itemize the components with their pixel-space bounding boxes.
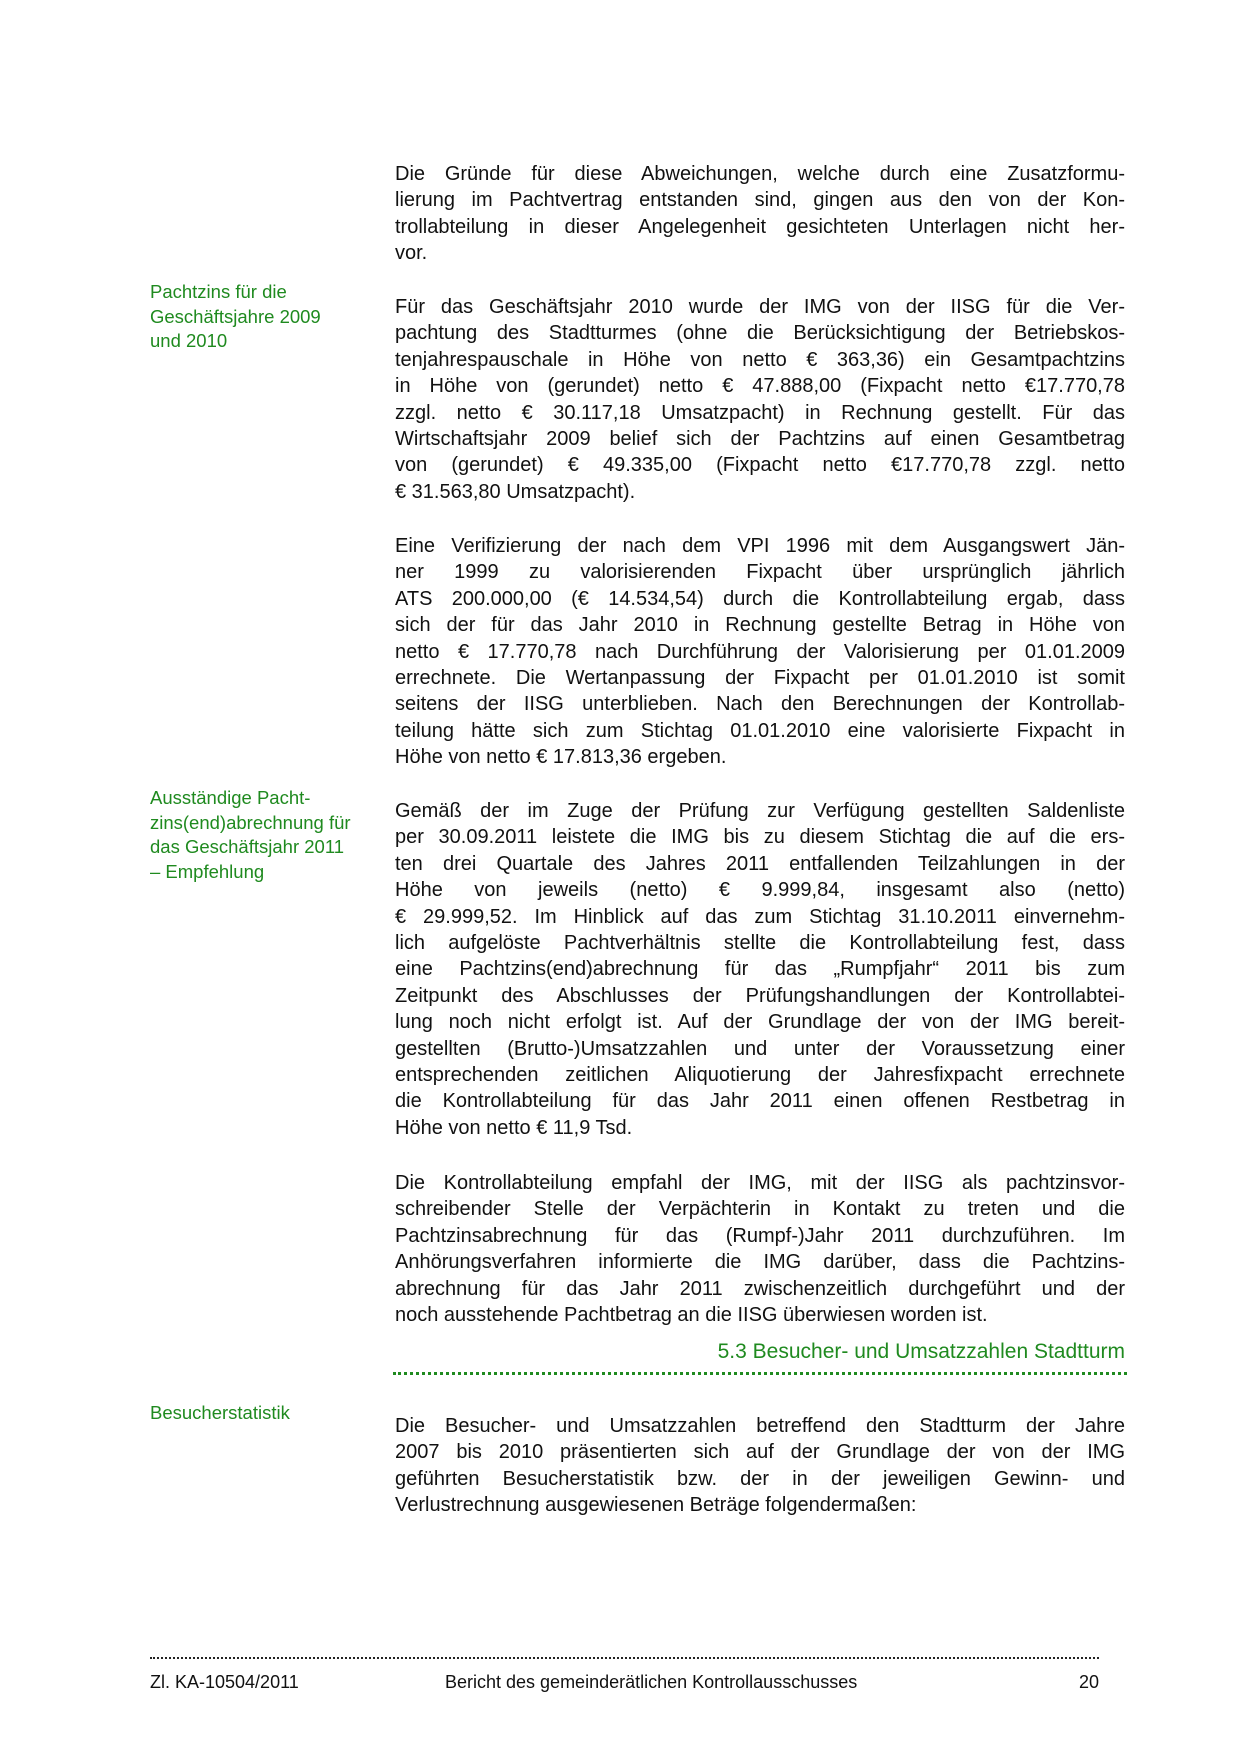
- text-line: Die Besucher- und Umsatzzahlen betreffend den Stadtturm der Jahre: [395, 1415, 1125, 1437]
- text-line: errechnete. Die Wertanpassung der Fixpacht per 01.01.2010 ist somit: [395, 667, 1125, 690]
- text-line: von (gerundet) € 49.335,00 (Fixpacht netto €17.770,78 zzgl. netto: [395, 454, 1125, 477]
- page-number: 20: [1078, 1672, 1099, 1692]
- text-line: pachtung des Stadtturmes (ohne die Berücksichtigung der Betriebskos-: [395, 322, 1125, 345]
- text-line: Gemäß der im Zuge der Prüfung zur Verfügung gestellten Saldenliste: [395, 800, 1125, 822]
- text-line: teilung hätte sich zum Stichtag 01.01.2010 eine valorisierte Fixpacht in: [395, 719, 1125, 742]
- text-line: Pachtzinsabrechnung für das (Rumpf-)Jahr 2011 durchzuführen. Im: [395, 1224, 1125, 1247]
- text-line: Eine Verifizierung der nach dem VPI 1996 mit dem Ausgangswert Jän-: [395, 535, 1125, 557]
- body-paragraph: [395, 1170, 1125, 1328]
- text-line: abrechnung für das Jahr 2011 zwischenzeitlich durchgeführt und der: [395, 1277, 1125, 1300]
- margin-label: [150, 280, 385, 354]
- text-line: lung noch nicht erfolgt ist. Auf der Grundlage der von der IMG bereit-: [395, 1011, 1125, 1034]
- text-line: gestellten (Brutto-)Umsatzzahlen und unter der Voraussetzung einer: [395, 1037, 1125, 1060]
- text-line: seitens der IISG unterblieben. Nach den Berechnungen der Kontrollab-: [395, 693, 1125, 716]
- text-line: Höhe von netto € 11,9 Tsd.: [395, 1116, 633, 1139]
- text-line: Die Kontrollabteilung empfahl der IMG, mit der IISG als pachtzinsvor-: [395, 1172, 1125, 1194]
- text-line: die Kontrollabteilung für das Jahr 2011 einen offenen Restbetrag in: [395, 1090, 1125, 1113]
- margin-label-line: und 2010: [150, 330, 228, 351]
- text-line: ten drei Quartale des Jahres 2011 entfallenden Teilzahlungen in der: [395, 852, 1125, 875]
- text-line: lich aufgelöste Pachtverhältnis stellte die Kontrollabteilung fest, dass: [395, 932, 1125, 955]
- text-line: € 31.563,80 Umsatzpacht).: [395, 480, 636, 503]
- text-line: Höhe von netto € 17.813,36 ergeben.: [395, 746, 727, 769]
- text-line: schreibender Stelle der Verpächterin in Kontakt zu treten und die: [395, 1198, 1125, 1221]
- text-line: vor.: [395, 242, 428, 265]
- text-line: Wirtschaftsjahr 2009 belief sich der Pachtzins auf einen Gesamtbetrag: [395, 428, 1125, 451]
- text-line: noch ausstehende Pachtbetrag an die IISG überwiesen worden ist.: [395, 1304, 988, 1327]
- margin-label-line: Ausständige Pacht-: [150, 787, 311, 808]
- footer-divider: [150, 1657, 1099, 1659]
- text-line: netto € 17.770,78 nach Durchführung der Valorisierung per 01.01.2009: [395, 640, 1125, 663]
- text-line: € 29.999,52. Im Hinblick auf das zum Stichtag 31.10.2011 einvernehm-: [395, 905, 1125, 928]
- margin-label-line: Pachtzins für die: [150, 281, 287, 302]
- text-line: tenjahrespauschale in Höhe von netto € 363,36) ein Gesamtpachtzins: [395, 348, 1125, 371]
- footer-reference: Zl. KA-10504/2011: [150, 1672, 299, 1692]
- body-paragraph: [395, 294, 1125, 505]
- body-paragraph: [395, 533, 1125, 771]
- margin-label: [150, 1401, 385, 1426]
- text-line: Die Gründe für diese Abweichungen, welche durch eine Zusatzformu-: [395, 163, 1125, 185]
- text-line: Zeitpunkt des Abschlusses der Prüfungshandlungen der Kontrollabtei-: [395, 984, 1125, 1007]
- text-line: in Höhe von (gerundet) netto € 47.888,00 (Fixpacht netto €17.770,78: [395, 375, 1125, 398]
- text-line: zzgl. netto € 30.117,18 Umsatzpacht) in Rechnung gestellt. Für das: [395, 401, 1125, 424]
- margin-label-line: – Empfehlung: [150, 860, 265, 882]
- text-line: geführten Besucherstatistik bzw. der in der jeweiligen Gewinn- und: [395, 1467, 1125, 1490]
- text-line: ATS 200.000,00 (€ 14.534,54) durch die Kontrollabteilung ergab, dass: [395, 587, 1125, 610]
- text-line: sich der für das Jahr 2010 in Rechnung gestellte Betrag in Höhe von: [395, 614, 1125, 637]
- body-paragraph: [395, 798, 1125, 1141]
- margin-label-line: Geschäftsjahre 2009: [150, 305, 321, 327]
- margin-label-line: das Geschäftsjahr 2011: [150, 836, 345, 857]
- footer-title: Bericht des gemeinderätlichen Kontrollausschusses: [445, 1672, 858, 1692]
- body-paragraph: [395, 161, 1125, 267]
- text-line: Höhe von jeweils (netto) € 9.999,84, insgesamt also (netto): [395, 879, 1125, 902]
- text-line: lierung im Pachtvertrag entstanden sind, gingen aus den von der Kon-: [395, 189, 1125, 212]
- text-line: Für das Geschäftsjahr 2010 wurde der IMG von der IISG für die Ver-: [395, 296, 1125, 318]
- text-line: Verlustrechnung ausgewiesenen Beträge folgendermaßen:: [395, 1494, 917, 1517]
- text-line: ner 1999 zu valorisierenden Fixpacht über ursprünglich jährlich: [395, 561, 1125, 584]
- margin-label-line: zins(end)abrechnung für: [150, 811, 351, 833]
- text-line: Anhörungsverfahren informierte die IMG darüber, dass die Pachtzins-: [395, 1251, 1125, 1274]
- heading-divider: [393, 1372, 1127, 1375]
- body-paragraph: [395, 1413, 1125, 1519]
- text-line: per 30.09.2011 leistete die IMG bis zu diesem Stichtag die auf die ers-: [395, 826, 1125, 849]
- text-line: entsprechenden zeitlichen Aliquotierung der Jahresfixpacht errechnete: [395, 1064, 1125, 1087]
- section-heading: 5.3 Besucher- und Umsatzzahlen Stadtturm: [717, 1340, 1125, 1363]
- text-line: eine Pachtzins(end)abrechnung für das „Rumpfjahr“ 2011 bis zum: [395, 958, 1125, 981]
- margin-label-line: Besucherstatistik: [150, 1402, 290, 1423]
- text-line: 2007 bis 2010 präsentierten sich auf der Grundlage der von der IMG: [395, 1441, 1125, 1464]
- margin-label: [150, 786, 385, 884]
- text-line: trollabteilung in dieser Angelegenheit gesichteten Unterlagen nicht her-: [395, 215, 1125, 238]
